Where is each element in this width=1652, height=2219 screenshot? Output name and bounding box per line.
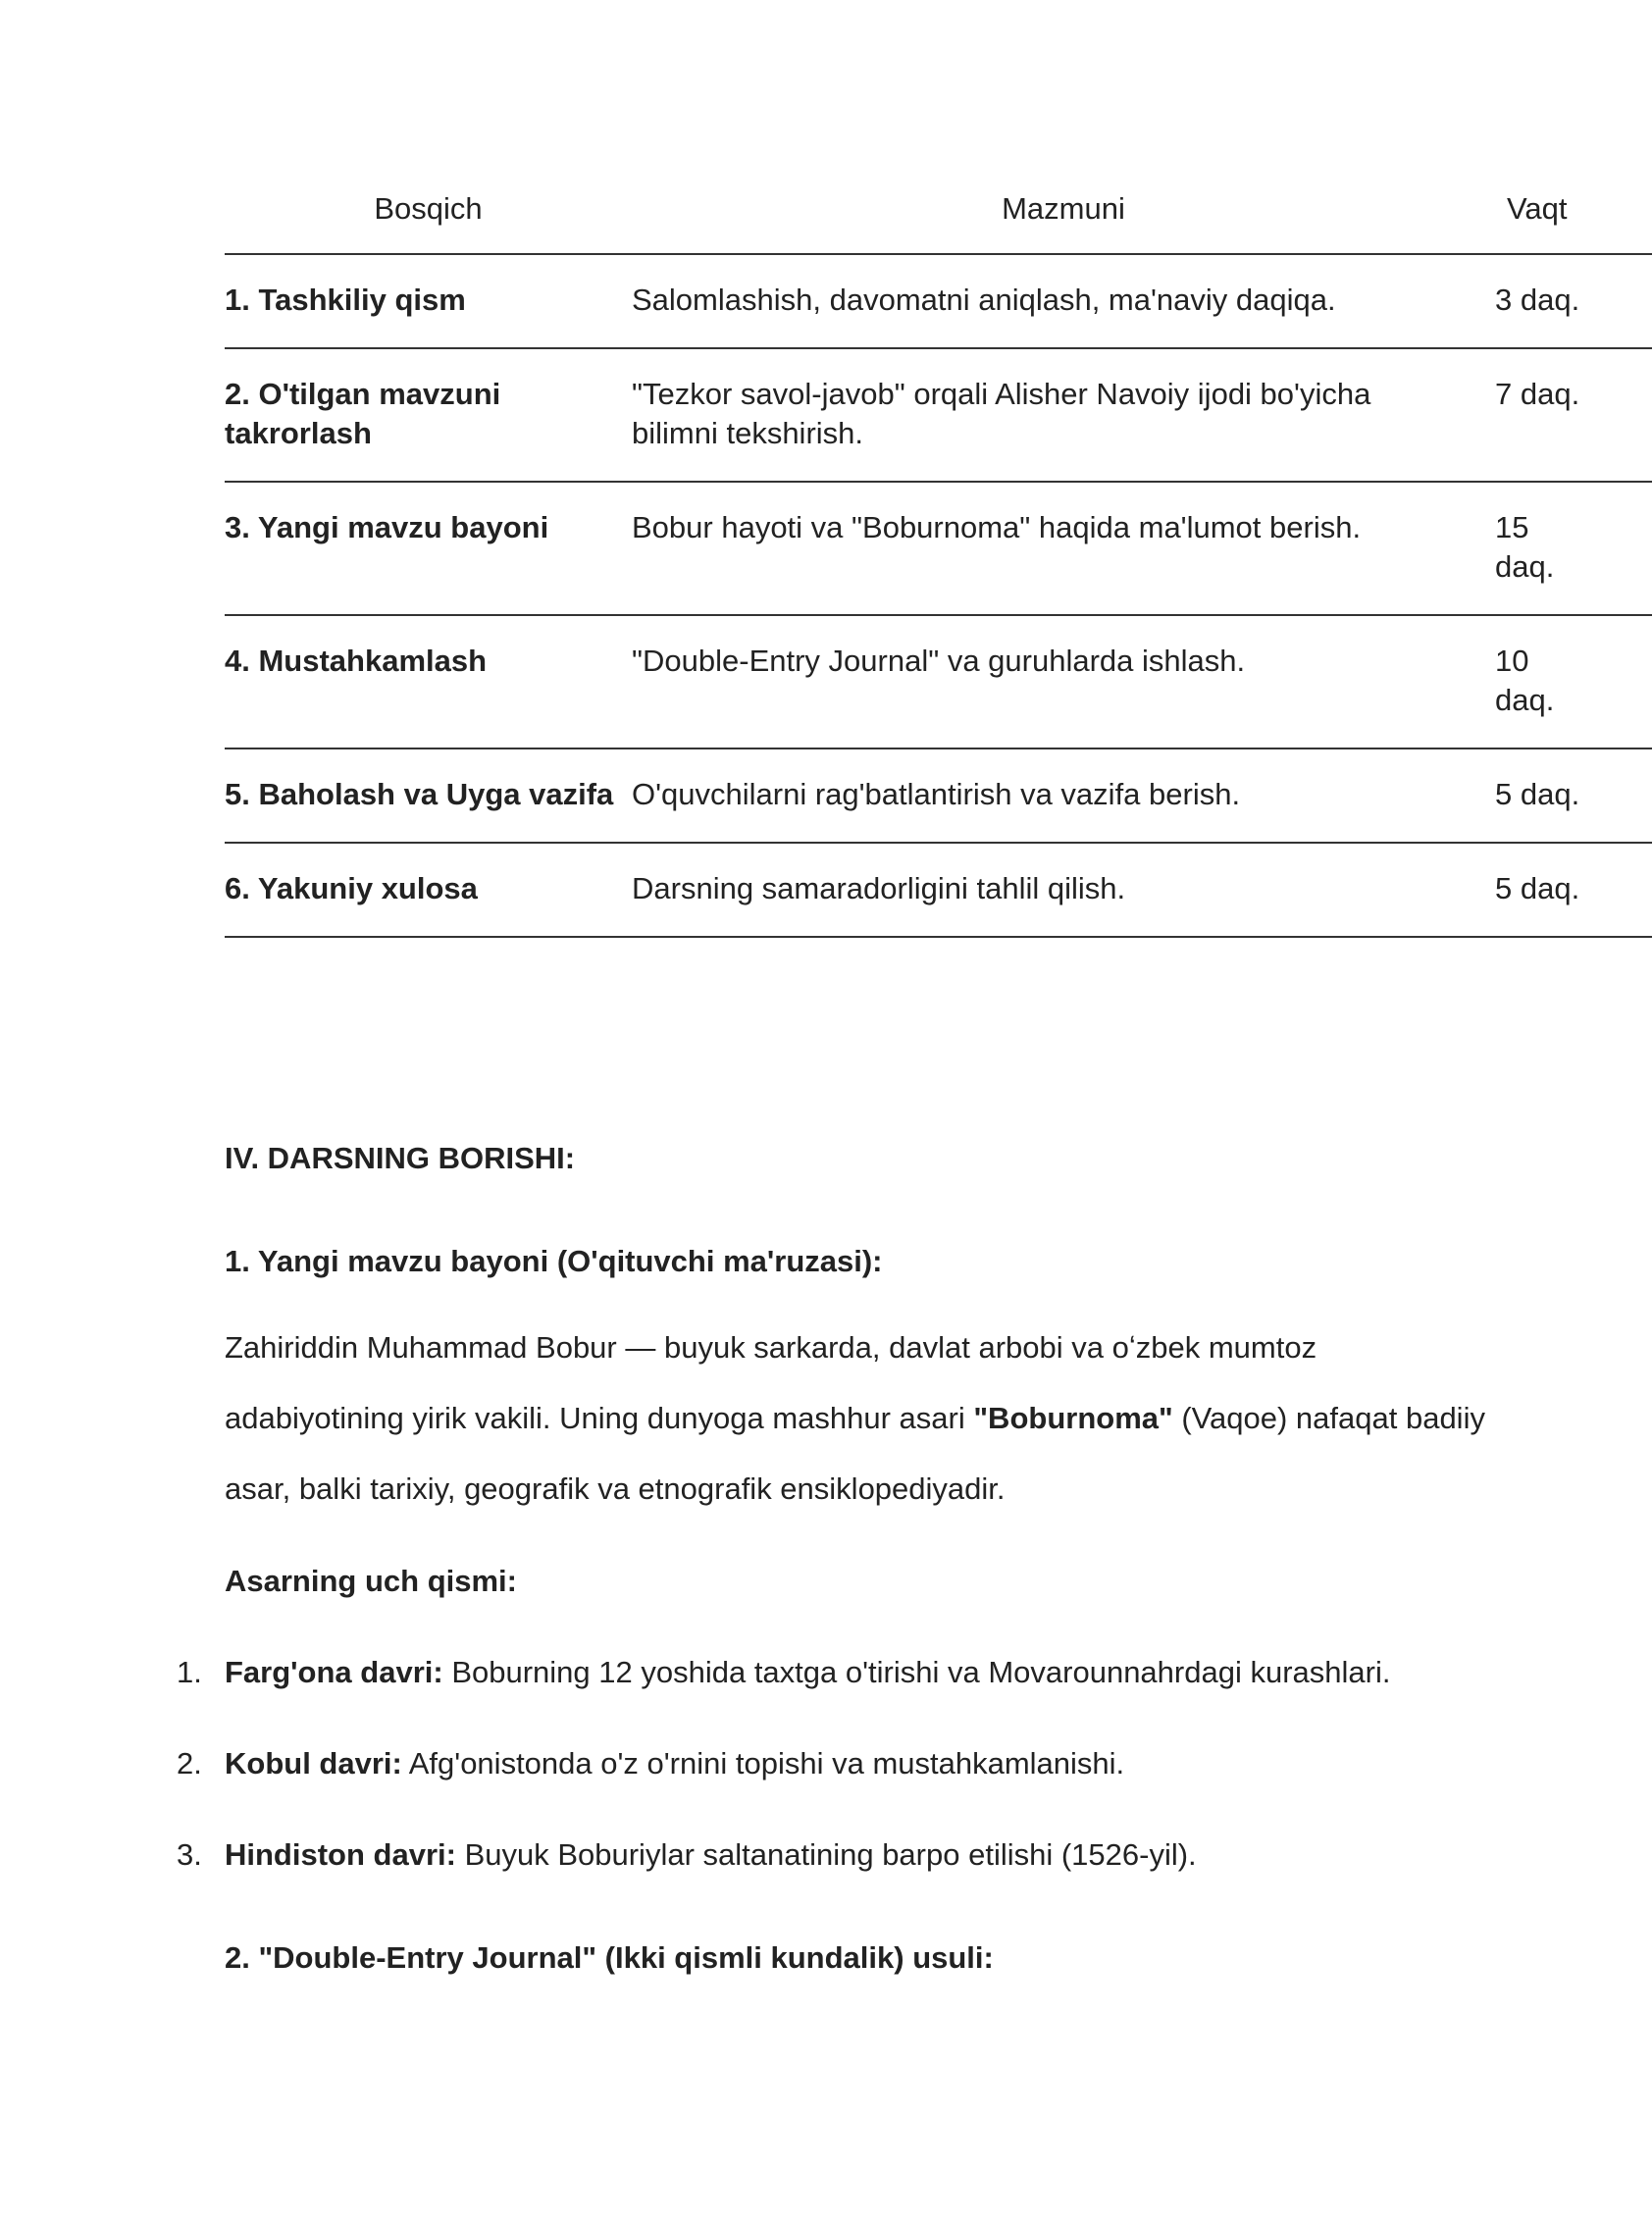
list-number: 2. — [177, 1746, 202, 1780]
list-item-text: Boburning 12 yoshida taxtga o'tirishi va Movarounnahrdagi kurashlari. — [442, 1655, 1391, 1689]
boburnoma-title: "Boburnoma" — [973, 1401, 1173, 1435]
paragraph-text-end: (Vaqoe) nafaqat badiiy asar, balki tarixiy, geografik va etnografik ensiklopediyadir. — [225, 1401, 1485, 1506]
time-cell: 5 daq. — [1495, 843, 1652, 937]
parts-title: Asarning uch qismi: — [225, 1564, 517, 1598]
table-clip — [0, 0, 1580, 1040]
content-cell: Darsning samaradorligini tahlil qilish. — [632, 843, 1495, 937]
table-row — [225, 254, 1652, 348]
content-cell: Bobur hayoti va "Boburnoma" haqida ma'lumot berish. — [632, 482, 1495, 615]
list-item-title: Kobul davri: — [225, 1746, 402, 1780]
stage-cell: 2. O'tilgan mavzuni takrorlash — [225, 348, 632, 482]
subheading-new-topic: 1. Yangi mavzu bayoni (O'qituvchi ma'ruzasi): — [225, 1244, 883, 1278]
lesson-plan-table — [225, 165, 1652, 938]
content-cell: O'quvchilarni rag'batlantirish va vazifa berish. — [632, 748, 1495, 843]
list-item — [177, 1744, 1124, 1783]
list-item — [177, 1835, 1197, 1875]
list-number: 1. — [177, 1655, 202, 1689]
table-row — [225, 748, 1652, 843]
table-row — [225, 843, 1652, 937]
time-cell: 15 daq. — [1495, 482, 1652, 615]
header-content: Mazmuni — [632, 165, 1495, 254]
list-number: 3. — [177, 1837, 202, 1872]
table-header-row — [225, 165, 1652, 254]
paragraph-text-start: Zahiriddin Muhammad Bobur — buyuk sarkarda, davlat arbobi va oʻzbek mumtoz adabiyotining yirik vakili. Uning dunyoga mashhur asari — [225, 1330, 1317, 1435]
time-cell: 3 daq. — [1495, 254, 1652, 348]
list-item-text: Afg'onistonda o'z o'rnini topishi va mustahkamlanishi. — [401, 1746, 1125, 1780]
time-cell: 7 daq. — [1495, 348, 1652, 482]
stage-cell: 6. Yakuniy xulosa — [225, 843, 632, 937]
stage-cell: 5. Baholash va Uyga vazifa — [225, 748, 632, 843]
content-cell: "Double-Entry Journal" va guruhlarda ishlash. — [632, 615, 1495, 748]
intro-paragraph — [225, 1313, 1500, 1524]
stage-cell: 1. Tashkiliy qism — [225, 254, 632, 348]
stage-cell: 4. Mustahkamlash — [225, 615, 632, 748]
list-item — [177, 1653, 1390, 1692]
section-title: IV. DARSNING BORISHI: — [225, 1141, 576, 1175]
time-cell: 5 daq. — [1495, 748, 1652, 843]
header-stage: Bosqich — [225, 165, 632, 254]
list-item-title: Farg'ona davri: — [225, 1655, 443, 1689]
stage-cell: 3. Yangi mavzu bayoni — [225, 482, 632, 615]
header-time: Vaqt — [1495, 165, 1652, 254]
content-cell: "Tezkor savol-javob" orqali Alisher Navoiy ijodi bo'yicha bilimni tekshirish. — [632, 348, 1495, 482]
list-item-text: Buyuk Boburiylar saltanatining barpo etilishi (1526-yil). — [455, 1837, 1197, 1872]
content-cell: Salomlashish, davomatni aniqlash, ma'naviy daqiqa. — [632, 254, 1495, 348]
subheading-double-entry: 2. "Double-Entry Journal" (Ikki qismli kundalik) usuli: — [225, 1940, 994, 1975]
table-row — [225, 615, 1652, 748]
time-cell: 10 daq. — [1495, 615, 1652, 748]
list-item-title: Hindiston davri: — [225, 1837, 456, 1872]
table-row — [225, 482, 1652, 615]
table-row — [225, 348, 1652, 482]
